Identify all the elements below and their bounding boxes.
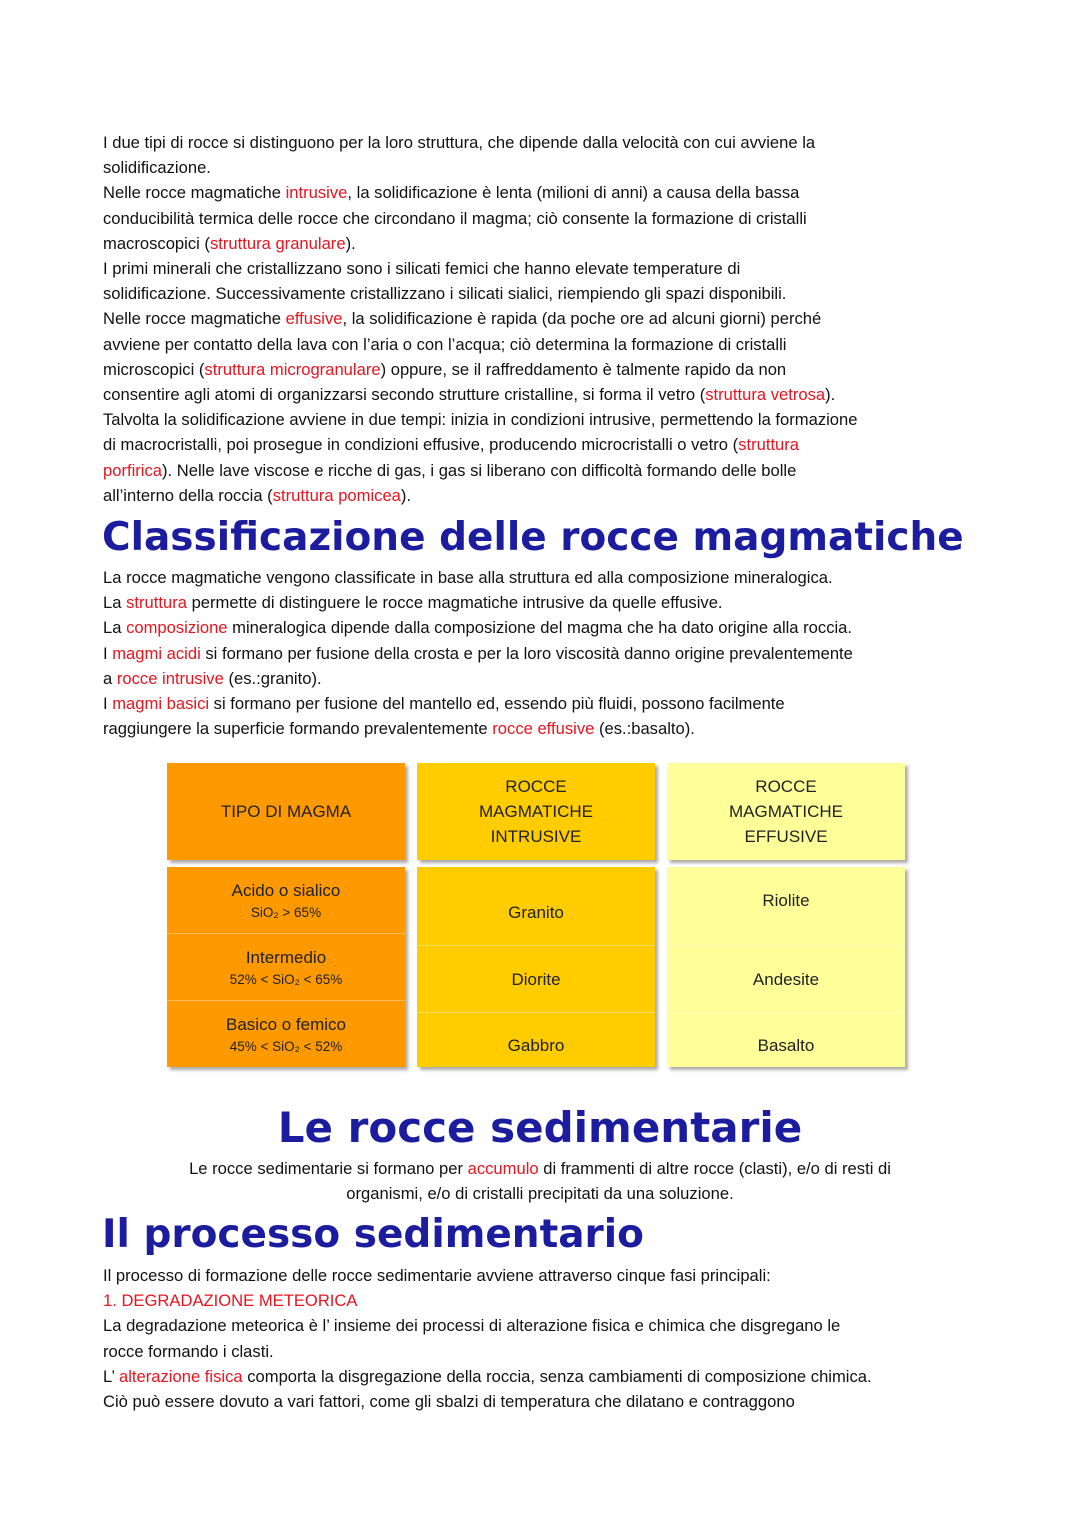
highlighted-term: struttura microgranulare <box>204 359 381 379</box>
text-segment: si formano per fusione della crosta e per la loro viscosità danno origine prevalentemente <box>200 643 853 663</box>
text-line <box>103 155 1003 180</box>
text-line <box>103 1339 1003 1364</box>
text-line <box>103 407 1003 432</box>
table-cell <box>417 945 655 1013</box>
text-line <box>103 691 1003 716</box>
text-segment: Talvolta la solidificazione avviene in due tempi: inizia in condizioni intrusive, permettendo la formazione <box>103 410 858 430</box>
text-line <box>103 458 1003 483</box>
classification-heading: Classificazione delle rocce magmatiche <box>102 515 964 560</box>
rock-name: Gabbro <box>507 1035 565 1055</box>
text-segment: di frammenti di altre rocce (clasti), e/o di resti di <box>538 1159 891 1178</box>
text-segment: comporta la disgregazione della roccia, senza cambiamenti di composizione chimica. <box>242 1366 872 1386</box>
text-segment: avviene per contatto della lava con l’aria o con l’acqua; ciò determina la formazione di cristalli <box>103 334 787 354</box>
text-segment: si formano per fusione del mantello ed, essendo più fluidi, possono facilmente <box>209 694 785 714</box>
text-segment: a <box>103 668 117 688</box>
text-line <box>103 1263 1003 1288</box>
silica-range: 52% < SiO₂ < 65% <box>229 972 343 987</box>
text-segment: di macrocristalli, poi prosegue in condizioni effusive, producendo microcristalli o vetro ( <box>103 435 739 455</box>
text-line <box>103 590 1003 615</box>
table-cell <box>417 1012 655 1067</box>
highlighted-term: magmi basici <box>112 694 210 714</box>
table-header-magma-type <box>167 763 405 860</box>
text-line <box>103 1288 1003 1313</box>
text-line <box>103 206 1003 231</box>
text-line <box>103 256 1003 281</box>
text-segment: microscopici ( <box>103 359 205 379</box>
text-segment: , la solidificazione è lenta (milioni di anni) a causa della bassa <box>347 183 800 203</box>
header-label: ROCCE MAGMATICHE INTRUSIVE <box>479 777 593 846</box>
text-segment: I primi minerali che cristallizzano sono i silicati femici che hanno elevate temperature di <box>103 259 741 279</box>
header-label: ROCCE MAGMATICHE EFFUSIVE <box>729 777 843 846</box>
text-line <box>103 281 1003 306</box>
highlighted-term: accumulo <box>467 1159 539 1178</box>
highlighted-term: effusive <box>285 309 343 329</box>
table-column-magma-type <box>167 867 405 1067</box>
classification-text <box>103 565 1003 741</box>
text-line <box>103 231 1003 256</box>
table-cell <box>417 879 655 945</box>
text-line <box>103 180 1003 205</box>
highlighted-term: intrusive <box>285 183 348 203</box>
text-segment: (es.:granito). <box>223 668 322 688</box>
table-cell <box>667 1012 905 1067</box>
text-line <box>103 357 1003 382</box>
magma-type: Acido o sialico <box>231 880 341 900</box>
text-segment: ). <box>825 385 836 405</box>
text-line <box>103 332 1003 357</box>
highlighted-term: 1. DEGRADAZIONE METEORICA <box>103 1291 358 1311</box>
text-segment: La <box>103 618 127 638</box>
rock-name: Riolite <box>762 890 810 910</box>
highlighted-term: magmi acidi <box>112 643 201 663</box>
text-segment: Il processo di formazione delle rocce sedimentarie avviene attraverso cinque fasi principali: <box>103 1266 771 1285</box>
text-segment: I due tipi di rocce si distinguono per la loro struttura, che dipende dalla velocità con cui avviene la <box>103 133 816 152</box>
text-segment: rocce formando i clasti. <box>103 1341 274 1361</box>
text-segment: Nelle rocce magmatiche <box>103 309 286 329</box>
text-line <box>103 130 1003 155</box>
text-line <box>103 565 1003 590</box>
highlighted-term: struttura granulare <box>209 233 346 253</box>
text-line <box>103 1389 1003 1414</box>
text-segment: ). <box>345 233 356 253</box>
rock-name: Diorite <box>511 970 561 989</box>
text-segment: all’interno della roccia ( <box>103 485 273 505</box>
text-segment: macroscopici ( <box>103 233 210 253</box>
text-segment: La <box>103 593 127 613</box>
text-segment: ) oppure, se il raffreddamento è talmente rapido da non <box>380 359 787 379</box>
text-line <box>103 666 1003 691</box>
text-segment: mineralogica dipende dalla composizione del magma che ha dato origine alla roccia. <box>227 618 853 638</box>
table-row <box>167 867 405 933</box>
table-column-effusive <box>667 867 905 1067</box>
table-header-effusive <box>667 763 905 860</box>
highlighted-term: alterazione fisica <box>119 1366 243 1386</box>
text-segment: ). <box>400 485 412 505</box>
text-line <box>103 432 1003 457</box>
table-row <box>167 1000 405 1068</box>
text-segment: Nelle rocce magmatiche <box>103 183 286 203</box>
silica-range: SiO₂ > 65% <box>250 904 322 920</box>
magma-type: Intermedio <box>245 948 327 967</box>
text-segment: L’ <box>103 1366 119 1386</box>
text-segment: I <box>103 643 113 663</box>
text-segment: raggiungere la superficie formando prevalentemente <box>103 719 493 739</box>
text-line <box>103 1313 1003 1338</box>
text-line <box>103 716 1003 741</box>
text-segment: consentire agli atomi di organizzarsi secondo strutture cristalline, si forma il vetro ( <box>103 385 706 405</box>
highlighted-term: porfirica <box>103 460 163 480</box>
table-row <box>167 933 405 1001</box>
process-heading: Il processo sedimentario <box>102 1212 644 1257</box>
text-segment: solidificazione. <box>103 158 211 178</box>
silica-range: 45% < SiO₂ < 52% <box>229 1039 343 1054</box>
text-line <box>103 1364 1003 1389</box>
text-segment: La degradazione meteorica è l’ insieme dei processi di alterazione fisica e chimica che disgregano le <box>103 1316 841 1336</box>
sedimentary-text <box>90 1156 990 1206</box>
text-line <box>103 483 1003 508</box>
highlighted-term: struttura <box>126 593 187 613</box>
table-header-intrusive <box>417 763 655 860</box>
highlighted-term: composizione <box>126 618 228 638</box>
text-segment: solidificazione. Successivamente cristallizzano i silicati sialici, riempiendo gli spazi disponibili. <box>103 284 787 304</box>
rock-name: Granito <box>508 902 564 922</box>
text-segment: ). Nelle lave viscose e ricche di gas, i gas si liberano con difficoltà formando delle bolle <box>162 460 797 480</box>
table-column-intrusive <box>417 867 655 1067</box>
text-line <box>90 1156 990 1181</box>
highlighted-term: struttura <box>738 435 800 455</box>
text-segment: Le rocce sedimentarie si formano per <box>189 1159 468 1178</box>
text-segment: conducibilità termica delle rocce che circondano il magma; ciò consente la formazione di cristalli <box>103 208 807 228</box>
text-line <box>103 641 1003 666</box>
highlighted-term: rocce intrusive <box>116 668 224 688</box>
text-segment: La rocce magmatiche vengono classificate in base alla struttura ed alla composizione mineralogica. <box>103 568 833 587</box>
rock-name: Andesite <box>752 970 820 989</box>
text-line <box>103 306 1003 331</box>
rock-name: Basalto <box>757 1035 815 1055</box>
sedimentary-heading: Le rocce sedimentarie <box>277 1103 803 1152</box>
text-segment: Ciò può essere dovuto a vari fattori, come gli sbalzi di temperatura che dilatano e contraggono <box>103 1392 795 1412</box>
text-segment: (es.:basalto). <box>594 719 695 739</box>
text-segment: , la solidificazione è rapida (da poche ore ad alcuni giorni) perché <box>342 309 822 329</box>
text-line <box>103 615 1003 640</box>
text-line <box>103 382 1003 407</box>
highlighted-term: struttura vetrosa <box>705 385 826 405</box>
header-label: TIPO DI MAGMA <box>220 802 352 821</box>
table-cell <box>667 945 905 1013</box>
highlighted-term: rocce effusive <box>492 719 595 739</box>
text-segment: permette di distinguere le rocce magmatiche intrusive da quelle effusive. <box>186 593 723 613</box>
intro-text <box>103 130 1003 508</box>
text-segment: I <box>103 694 113 714</box>
text-segment: organismi, e/o di cristalli precipitati da una soluzione. <box>346 1184 734 1204</box>
table-cell <box>667 867 905 933</box>
process-text <box>103 1263 1003 1414</box>
highlighted-term: struttura pomicea <box>272 485 401 505</box>
text-line <box>90 1181 990 1206</box>
magma-type: Basico o femico <box>226 1015 346 1034</box>
